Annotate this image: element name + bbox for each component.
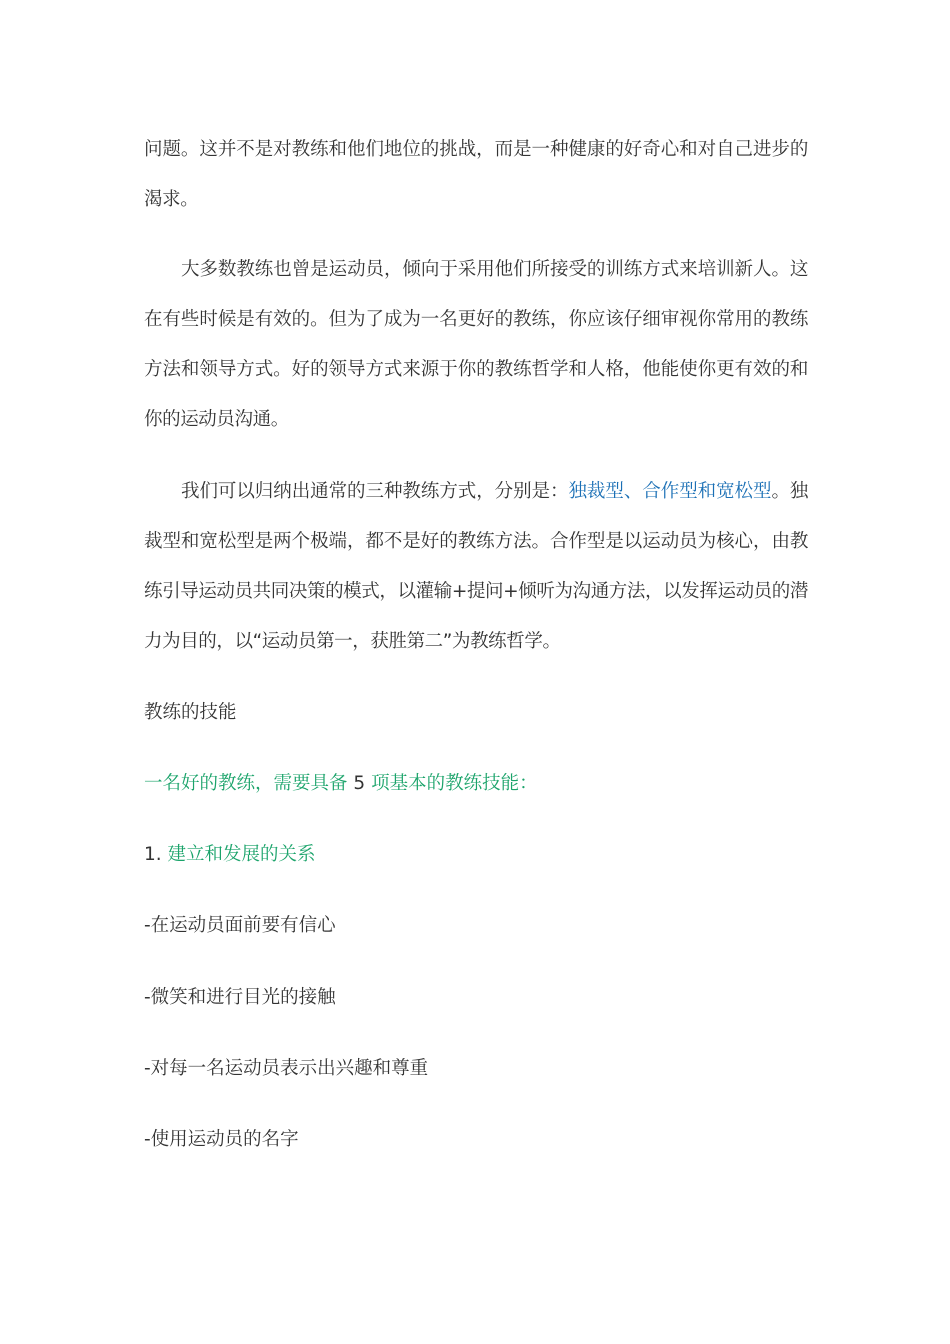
- paragraph-3: [144, 467, 808, 667]
- skills-intro-before: 一名好的教练，需要具备: [144, 773, 348, 794]
- skills-intro-after: 项基本的教练技能：: [371, 773, 538, 794]
- skills-intro-number: 5: [353, 773, 366, 794]
- paragraph-1: 问题。这并不是对教练和他们地位的挑战，而是一种健康的好奇心和对自己进步的渴求。: [144, 139, 808, 210]
- paragraph-3-after: 。独裁型和宽松型是两个极端，都不是好的教练方法。合作型是以运动员为核心，由教练引导运动员共同决策的模式，以灌输+提问+倾听为沟通方法，以发挥运动员的潜力为目的，以“运动员第一，获胜第二”为教练哲学。: [144, 481, 809, 652]
- bullet-item: -微笑和进行目光的接触: [144, 987, 336, 1008]
- paragraph-2: 大多数教练也曾是运动员，倾向于采用他们所接受的训练方式来培训新人。这在有些时候是有效的。但为了成为一名更好的教练，你应该仔细审视你常用的教练方法和领导方式。好的领导方式来源于你的教练哲学和人格，他能使你更有效的和你的运动员沟通。: [144, 259, 808, 430]
- list-item-1: [144, 840, 808, 870]
- paragraph-3-before: 我们可以归纳出通常的三种教练方式，分别是：: [181, 481, 569, 502]
- list-item-1-title: 建立和发展的关系: [167, 844, 316, 865]
- section-heading: 教练的技能: [144, 702, 237, 723]
- coaching-styles-highlight: 独裁型、合作型和宽松型: [568, 481, 772, 502]
- list-item-1-number: 1.: [144, 844, 162, 865]
- bullet-item: -使用运动员的名字: [144, 1129, 299, 1150]
- bullet-item: -对每一名运动员表示出兴趣和尊重: [144, 1058, 429, 1079]
- skills-intro: [144, 769, 808, 799]
- bullet-item: -在运动员面前要有信心: [144, 915, 336, 936]
